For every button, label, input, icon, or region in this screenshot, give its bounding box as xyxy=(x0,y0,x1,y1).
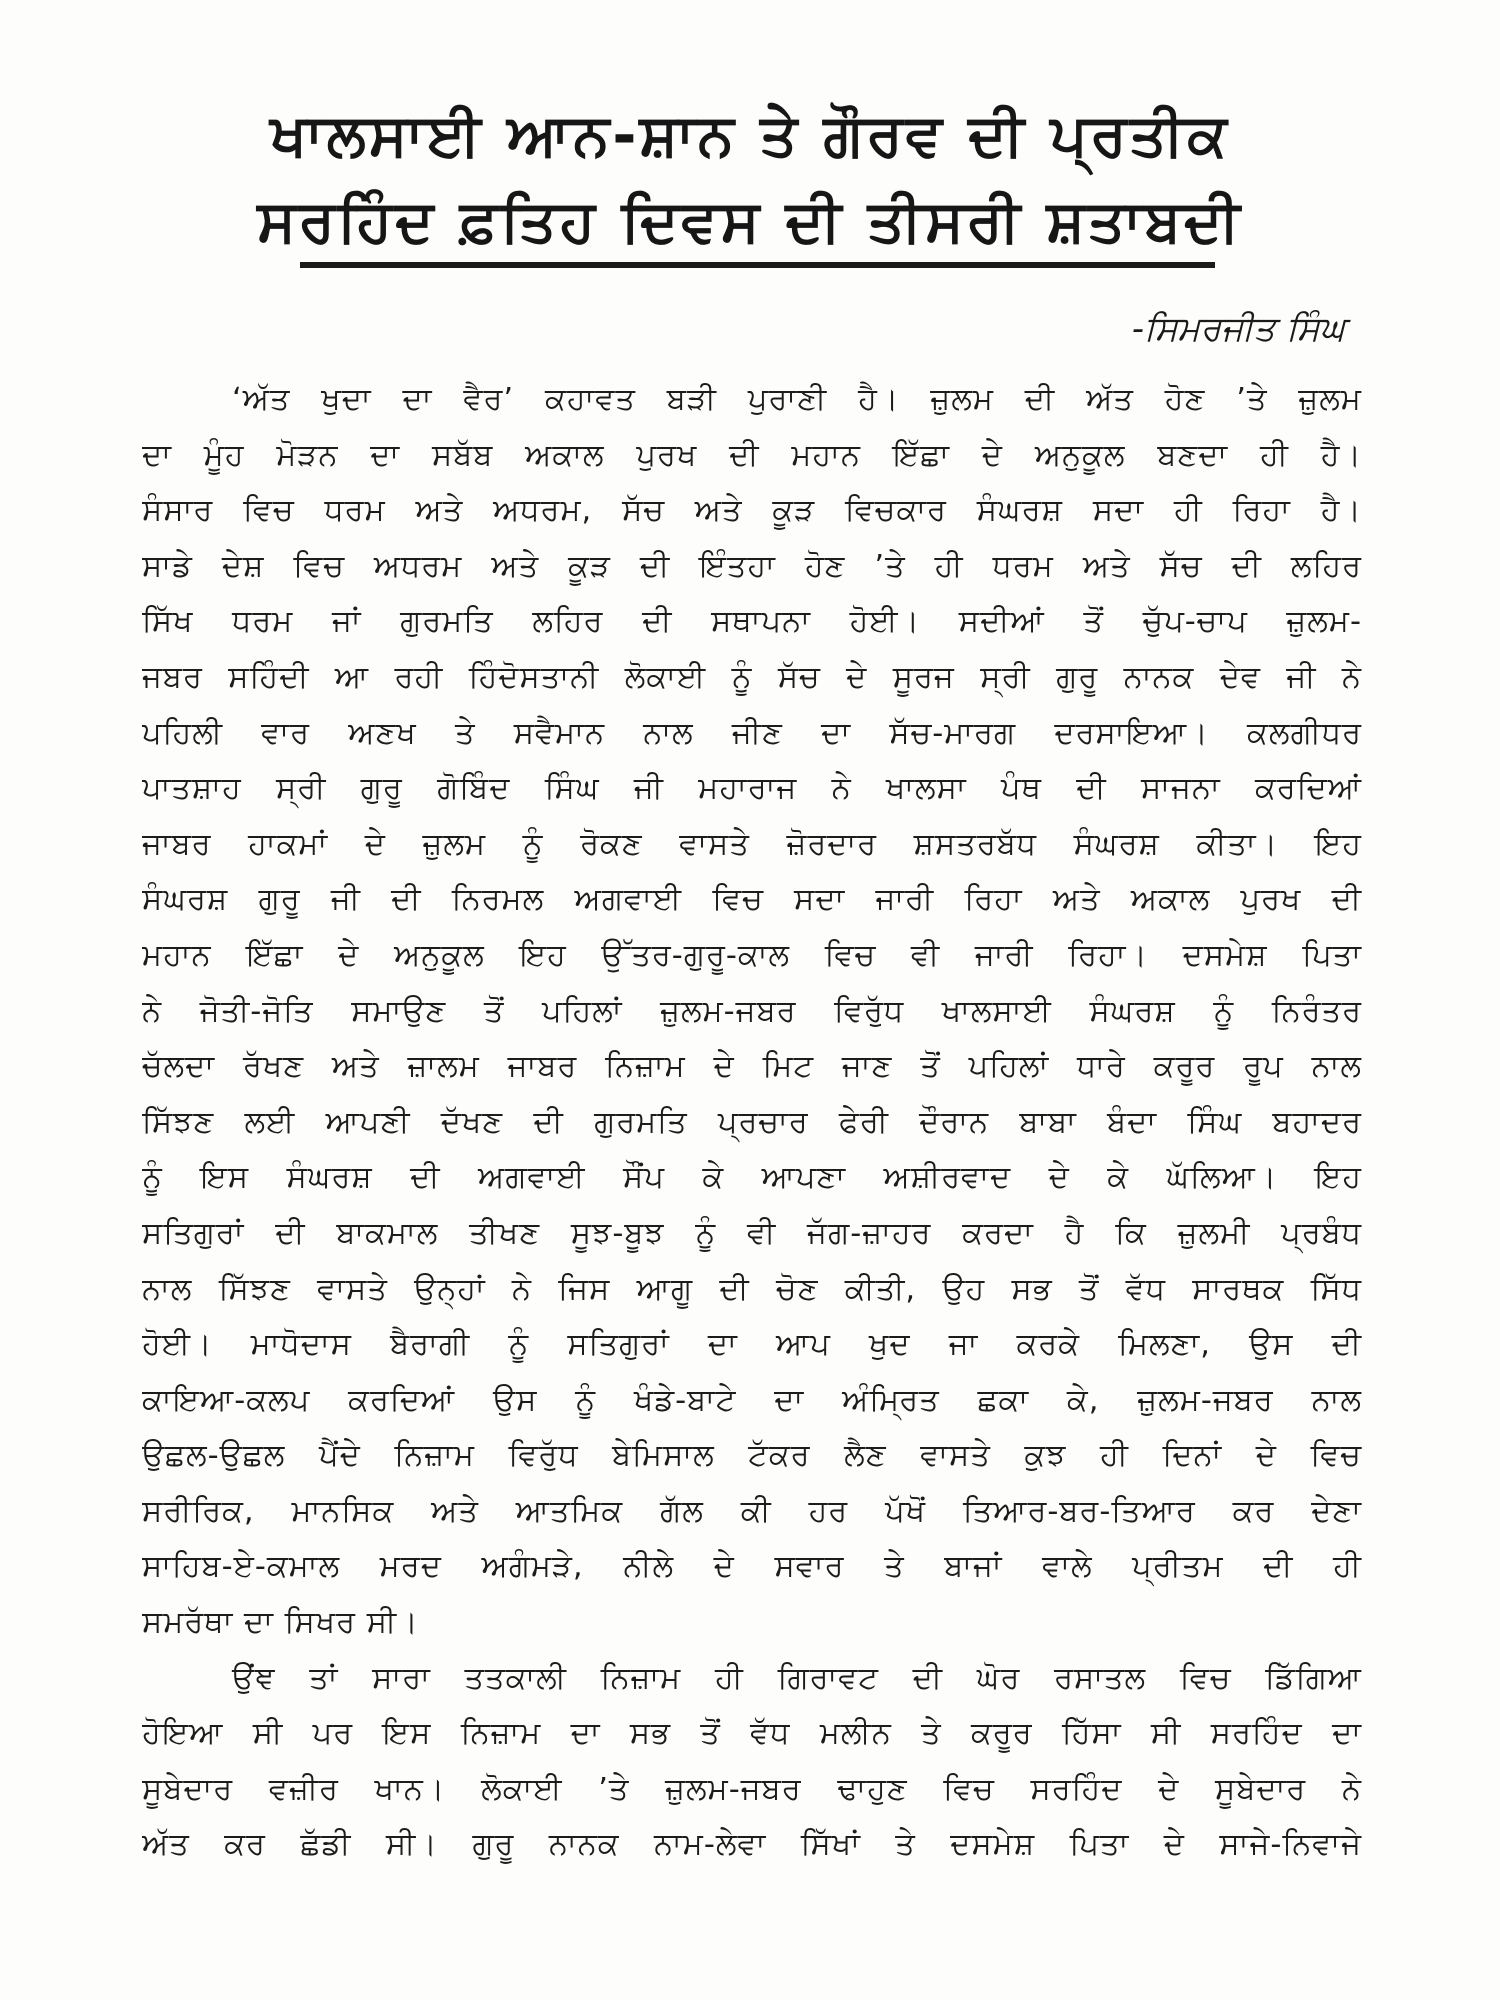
article-body xyxy=(142,372,1362,1873)
text-line: ਨੇ ਜੋਤੀ-ਜੋਤਿ ਸਮਾਉਣ ਤੋਂ ਪਹਿਲਾਂ ਜ਼ੁਲਮ-ਜਬਰ ਵਿਰੁੱਧ ਖਾਲਸਾਈ ਸੰਘਰਸ਼ ਨੂੰ ਨਿਰੰਤਰ xyxy=(142,993,1362,1029)
text-line: ਸਮਰੱਥਾ ਦਾ ਸਿਖਰ ਸੀ। xyxy=(142,1605,419,1641)
text-line: ਚੱਲਦਾ ਰੱਖਣ ਅਤੇ ਜ਼ਾਲਮ ਜਾਬਰ ਨਿਜ਼ਾਮ ਦੇ ਮਿਟ ਜਾਣ ਤੋਂ ਪਹਿਲਾਂ ਧਾਰੇ ਕਰੂਰ ਰੂਪ ਨਾਲ xyxy=(142,1049,1362,1085)
text-line: ਸਰੀਰਿਕ, ਮਾਨਸਿਕ ਅਤੇ ਆਤਮਿਕ ਗੱਲ ਕੀ ਹਰ ਪੱਖੋਂ ਤਿਆਰ-ਬਰ-ਤਿਆਰ ਕਰ ਦੇਣਾ xyxy=(142,1493,1362,1529)
text-line: ਅੱਤ ਕਰ ਛੱਡੀ ਸੀ। ਗੁਰੂ ਨਾਨਕ ਨਾਮ-ਲੇਵਾ ਸਿੱਖਾਂ ਤੇ ਦਸਮੇਸ਼ ਪਿਤਾ ਦੇ ਸਾਜੇ-ਨਿਵਾਜੇ xyxy=(142,1827,1362,1863)
text-line: ਸਾਡੇ ਦੇਸ਼ ਵਿਚ ਅਧਰਮ ਅਤੇ ਕੂੜ ਦੀ ਇੰਤਹਾ ਹੋਣ ’ਤੇ ਹੀ ਧਰਮ ਅਤੇ ਸੱਚ ਦੀ ਲਹਿਰ xyxy=(142,548,1362,584)
text-line: ‘ਅੱਤ ਖੁਦਾ ਦਾ ਵੈਰ’ ਕਹਾਵਤ ਬੜੀ ਪੁਰਾਣੀ ਹੈ। ਜ਼ੁਲਮ ਦੀ ਅੱਤ ਹੋਣ ’ਤੇ ਜ਼ੁਲਮ xyxy=(232,382,1362,417)
title-line-2: ਸਰਹਿੰਦ ਫ਼ਤਿਹ ਦਿਵਸ ਦੀ ਤੀਸਰੀ ਸ਼ਤਾਬਦੀ xyxy=(257,187,1243,255)
text-line: ਜਾਬਰ ਹਾਕਮਾਂ ਦੇ ਜ਼ੁਲਮ ਨੂੰ ਰੋਕਣ ਵਾਸਤੇ ਜ਼ੋਰਦਾਰ ਸ਼ਸਤਰਬੱਧ ਸੰਘਰਸ਼ ਕੀਤਾ। ਇਹ xyxy=(142,826,1362,862)
text-line: ਉਂਞ ਤਾਂ ਸਾਰਾ ਤਤਕਾਲੀ ਨਿਜ਼ਾਮ ਹੀ ਗਿਰਾਵਟ ਦੀ ਘੋਰ ਰਸਾਤਲ ਵਿਚ ਡਿੱਗਿਆ xyxy=(232,1660,1362,1696)
text-line: ਹੋਈ। ਮਾਧੋਦਾਸ ਬੈਰਾਗੀ ਨੂੰ ਸਤਿਗੁਰਾਂ ਦਾ ਆਪ ਖੁਦ ਜਾ ਕਰਕੇ ਮਿਲਣਾ, ਉਸ ਦੀ xyxy=(142,1327,1362,1363)
text-line: ਸਾਹਿਬ-ਏ-ਕਮਾਲ ਮਰਦ ਅਗੰਮੜੇ, ਨੀਲੇ ਦੇ ਸਵਾਰ ਤੇ ਬਾਜਾਂ ਵਾਲੇ ਪ੍ਰੀਤਮ ਦੀ ਹੀ xyxy=(142,1549,1362,1585)
text-line: ਪਹਿਲੀ ਵਾਰ ਅਣਖ ਤੇ ਸਵੈਮਾਨ ਨਾਲ ਜੀਣ ਦਾ ਸੱਚ-ਮਾਰਗ ਦਰਸਾਇਆ। ਕਲਗੀਧਰ xyxy=(142,715,1362,751)
text-line: ਜਬਰ ਸਹਿੰਦੀ ਆ ਰਹੀ ਹਿੰਦੋਸਤਾਨੀ ਲੋਕਾਈ ਨੂੰ ਸੱਚ ਦੇ ਸੂਰਜ ਸ੍ਰੀ ਗੁਰੂ ਨਾਨਕ ਦੇਵ ਜੀ ਨੇ xyxy=(142,659,1362,695)
text-line: ਸੰਸਾਰ ਵਿਚ ਧਰਮ ਅਤੇ ਅਧਰਮ, ਸੱਚ ਅਤੇ ਕੂੜ ਵਿਚਕਾਰ ਸੰਘਰਸ਼ ਸਦਾ ਹੀ ਰਿਹਾ ਹੈ। xyxy=(142,493,1362,529)
article-title xyxy=(160,92,1340,264)
text-line: ਨੂੰ ਇਸ ਸੰਘਰਸ਼ ਦੀ ਅਗਵਾਈ ਸੌਂਪ ਕੇ ਆਪਣਾ ਅਸ਼ੀਰਵਾਦ ਦੇ ਕੇ ਘੱਲਿਆ। ਇਹ xyxy=(142,1160,1362,1196)
title-line-1: ਖਾਲਸਾਈ ਆਨ-ਸ਼ਾਨ ਤੇ ਗੌਰਵ ਦੀ ਪ੍ਰਤੀਕ xyxy=(270,101,1230,169)
text-line: ਨਾਲ ਸਿੱਝਣ ਵਾਸਤੇ ਉਨ੍ਹਾਂ ਨੇ ਜਿਸ ਆਗੂ ਦੀ ਚੋਣ ਕੀਤੀ, ਉਹ ਸਭ ਤੋਂ ਵੱਧ ਸਾਰਥਕ ਸਿੱਧ xyxy=(142,1271,1362,1307)
text-line: ਸਤਿਗੁਰਾਂ ਦੀ ਬਾਕਮਾਲ ਤੀਖਣ ਸੂਝ-ਬੂਝ ਨੂੰ ਵੀ ਜੱਗ-ਜ਼ਾਹਰ ਕਰਦਾ ਹੈ ਕਿ ਜ਼ੁਲਮੀ ਪ੍ਰਬੰਧ xyxy=(142,1215,1362,1251)
text-line: ਮਹਾਨ ਇੱਛਾ ਦੇ ਅਨੁਕੂਲ ਇਹ ਉੱਤਰ-ਗੁਰੂ-ਕਾਲ ਵਿਚ ਵੀ ਜਾਰੀ ਰਿਹਾ। ਦਸਮੇਸ਼ ਪਿਤਾ xyxy=(142,937,1362,973)
title-underline-divider xyxy=(300,262,1215,268)
text-line: ਸੂਬੇਦਾਰ ਵਜ਼ੀਰ ਖਾਨ। ਲੋਕਾਈ ’ਤੇ ਜ਼ੁਲਮ-ਜਬਰ ਢਾਹੁਣ ਵਿਚ ਸਰਹਿੰਦ ਦੇ ਸੂਬੇਦਾਰ ਨੇ xyxy=(142,1771,1362,1807)
text-line: ਸਿੱਖ ਧਰਮ ਜਾਂ ਗੁਰਮਤਿ ਲਹਿਰ ਦੀ ਸਥਾਪਨਾ ਹੋਈ। ਸਦੀਆਂ ਤੋਂ ਚੁੱਪ-ਚਾਪ ਜ਼ੁਲਮ- xyxy=(142,604,1362,640)
text-line: ਹੋਇਆ ਸੀ ਪਰ ਇਸ ਨਿਜ਼ਾਮ ਦਾ ਸਭ ਤੋਂ ਵੱਧ ਮਲੀਨ ਤੇ ਕਰੂਰ ਹਿੱਸਾ ਸੀ ਸਰਹਿੰਦ ਦਾ xyxy=(142,1716,1362,1752)
text-line: ਉਛਲ-ਉਛਲ ਪੈਂਦੇ ਨਿਜ਼ਾਮ ਵਿਰੁੱਧ ਬੇਮਿਸਾਲ ਟੱਕਰ ਲੈਣ ਵਾਸਤੇ ਕੁਝ ਹੀ ਦਿਨਾਂ ਦੇ ਵਿਚ xyxy=(142,1438,1362,1474)
text-line: ਸੰਘਰਸ਼ ਗੁਰੂ ਜੀ ਦੀ ਨਿਰਮਲ ਅਗਵਾਈ ਵਿਚ ਸਦਾ ਜਾਰੀ ਰਿਹਾ ਅਤੇ ਅਕਾਲ ਪੁਰਖ ਦੀ xyxy=(142,882,1362,918)
text-line: ਕਾਇਆ-ਕਲਪ ਕਰਦਿਆਂ ਉਸ ਨੂੰ ਖੰਡੇ-ਬਾਟੇ ਦਾ ਅੰਮ੍ਰਿਤ ਛਕਾ ਕੇ, ਜ਼ੁਲਮ-ਜਬਰ ਨਾਲ xyxy=(142,1382,1362,1418)
author-byline: -ਸਿਮਰਜੀਤ ਸਿੰਘ xyxy=(1131,309,1345,349)
text-line: ਦਾ ਮੂੰਹ ਮੋੜਨ ਦਾ ਸਬੱਬ ਅਕਾਲ ਪੁਰਖ ਦੀ ਮਹਾਨ ਇੱਛਾ ਦੇ ਅਨੁਕੂਲ ਬਣਦਾ ਹੀ ਹੈ। xyxy=(142,437,1362,473)
text-line: ਪਾਤਸ਼ਾਹ ਸ੍ਰੀ ਗੁਰੂ ਗੋਬਿੰਦ ਸਿੰਘ ਜੀ ਮਹਾਰਾਜ ਨੇ ਖਾਲਸਾ ਪੰਥ ਦੀ ਸਾਜਨਾ ਕਰਦਿਆਂ xyxy=(142,771,1362,807)
text-line: ਸਿੱਝਣ ਲਈ ਆਪਣੀ ਦੱਖਣ ਦੀ ਗੁਰਮਤਿ ਪ੍ਰਚਾਰ ਫੇਰੀ ਦੌਰਾਨ ਬਾਬਾ ਬੰਦਾ ਸਿੰਘ ਬਹਾਦਰ xyxy=(142,1104,1362,1140)
